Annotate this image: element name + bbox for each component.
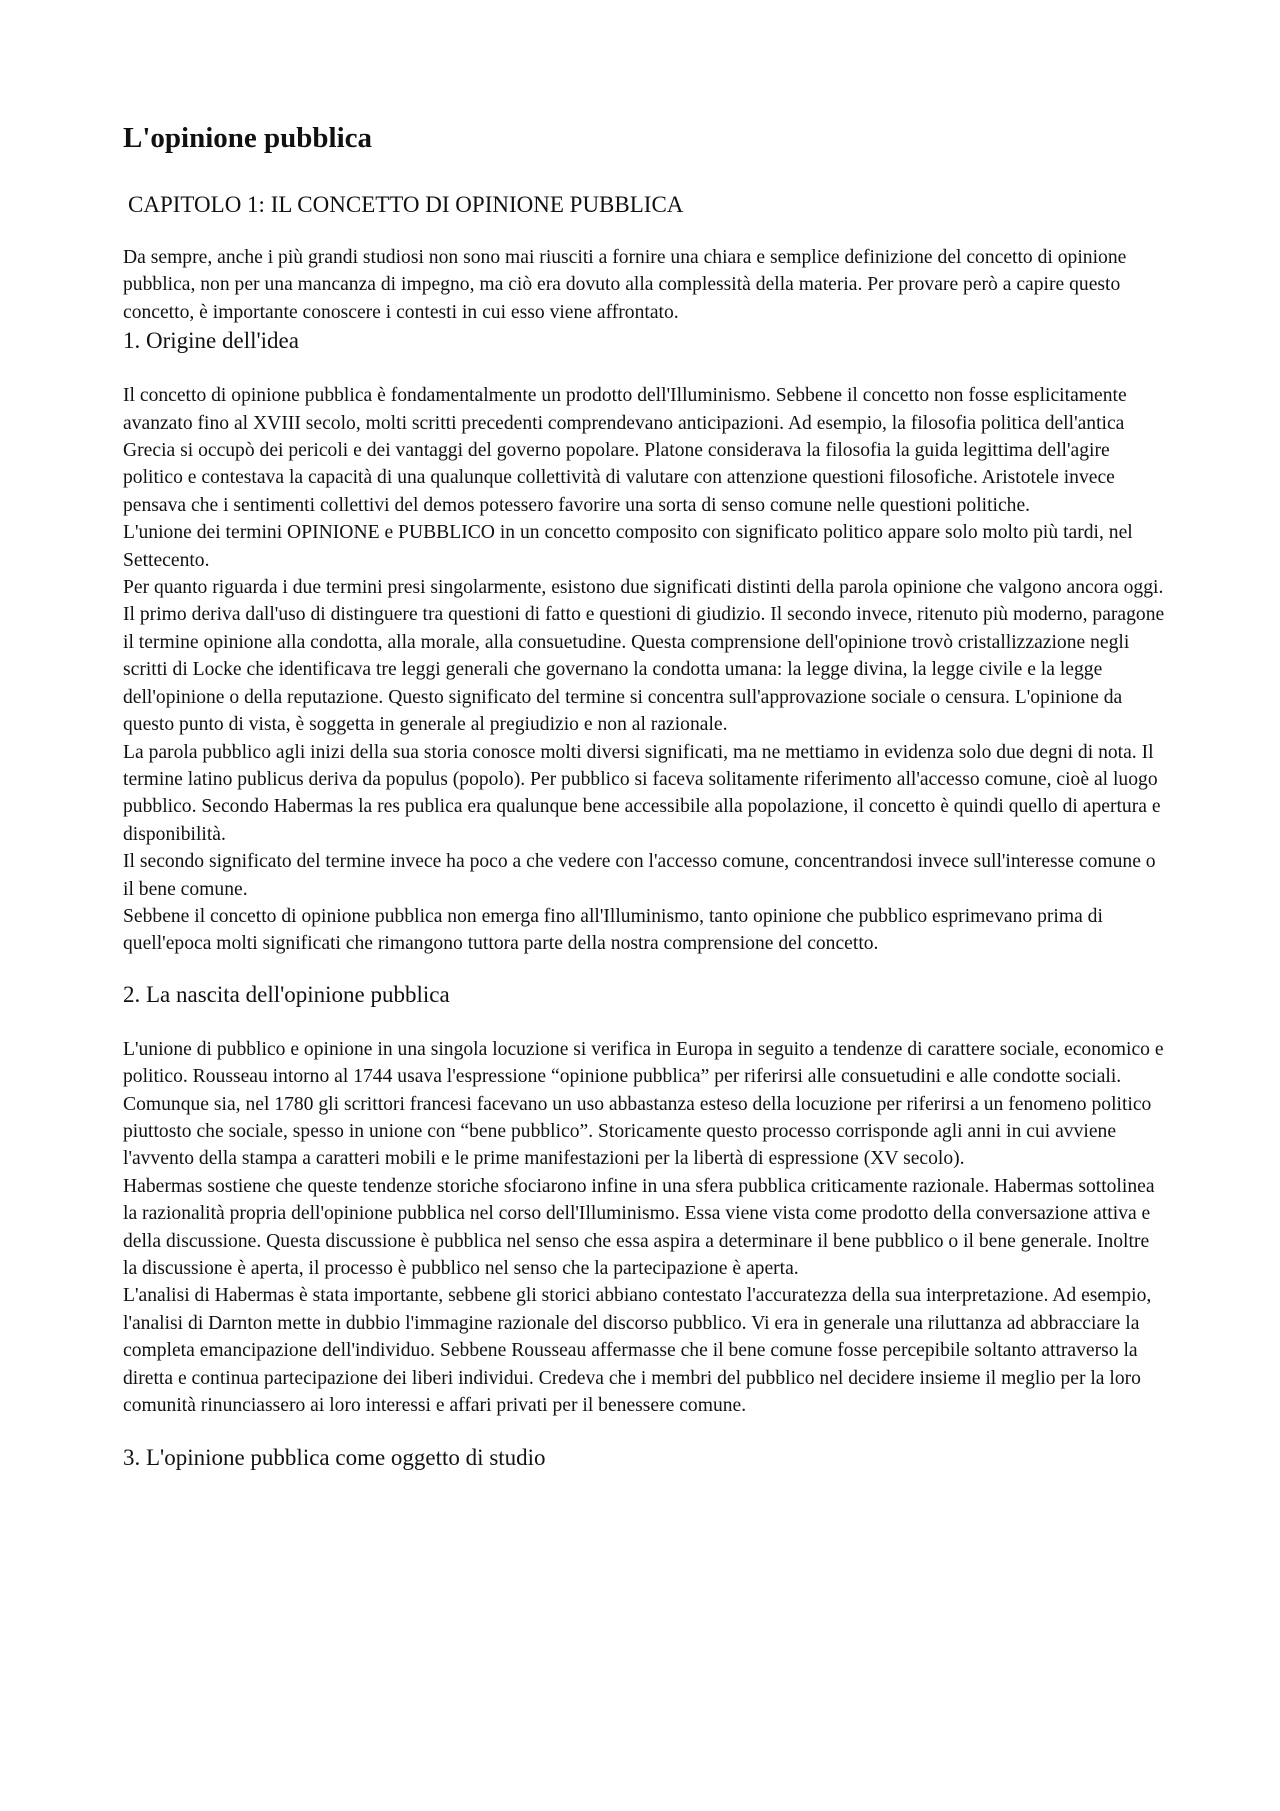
section-2-paragraph: Habermas sostiene che queste tendenze storiche sfociarono infine in una sfera pubblica criticamente razionale. Habermas sottolinea la razionalità propria dell'opinione pubblica nel corso dell'Illuminismo. Essa viene vista come prodotto della conversazione attiva e della discussione. Questa discussione è pubblica nel senso che essa aspira a determinare il bene pubblico o il bene generale. Inoltre la discussione è aperta, il processo è pubblico nel senso che la partecipazione è aperta.: [123, 1175, 1155, 1279]
intro-paragraph: Da sempre, anche i più grandi studiosi non sono mai riusciti a fornire una chiara e semplice definizione del concetto di opinione pubblica, non per una mancanza di impegno, ma ciò era dovuto alla complessità della materia. Per provare però a capire questo concetto, è importante conoscere i contesti in cui esso viene affrontato.: [123, 247, 1127, 323]
section-3-title: 3. L'opinione pubblica come oggetto di studio: [123, 1445, 546, 1471]
section-1-paragraph: Il secondo significato del termine invece ha poco a che vedere con l'accesso comune, concentrandosi invece sull'interesse comune o il bene comune.: [123, 851, 1156, 900]
section-2-paragraph: L'unione di pubblico e opinione in una singola locuzione si verifica in Europa in seguito a tendenze di carattere sociale, economico e politico. Rousseau intorno al 1744 usava l'espressione “opinione pubblica” per riferirsi alle consuetudini e alle condotte sociali. Comunque sia, nel 1780 gli scrittori francesi facevano un uso abbastanza esteso della locuzione per riferirsi a un fenomeno politico piuttosto che sociale, spesso in unione con “bene pubblico”. Storicamente questo processo corrisponde agli anni in cui avviene l'avvento della stampa a caratteri mobili e le prime manifestazioni per la libertà di espressione (XV secolo).: [123, 1038, 1164, 1170]
section-2-body: [123, 1036, 1168, 1420]
document-title: L'opinione pubblica: [123, 122, 373, 154]
chapter-title: CAPITOLO 1: IL CONCETTO DI OPINIONE PUBBLICA: [128, 192, 684, 217]
section-1-paragraph: Per quanto riguarda i due termini presi singolarmente, esistono due significati distinti della parola opinione che valgono ancora oggi. Il primo deriva dall'uso di distinguere tra questioni di fatto e questioni di giudizio. Il secondo invece, ritenuto più moderno, paragone il termine opinione alla condotta, alla morale, alla consuetudine. Questa comprensione dell'opinione trovò cristallizzazione negli scritti di Locke che identificava tre leggi generali che governano la condotta umana: la legge divina, la legge civile e la legge dell'opinione o della reputazione. Questo significato del termine si concentra sull'approvazione sociale o censura. L'opinione da questo punto di vista, è soggetta in generale al pregiudizio e non al razionale.: [123, 577, 1165, 736]
section-2-paragraph: L'analisi di Habermas è stata importante, sebbene gli storici abbiano contestato l'accuratezza della sua interpretazione. Ad esempio, l'analisi di Darnton mette in dubbio l'immagine razionale del discorso pubblico. Vi era in generale una riluttanza ad abbracciare la completa emancipazione dell'individuo. Sebbene Rousseau affermasse che il bene comune fosse percepibile soltanto attraverso la diretta e continua partecipazione dei liberi individui. Credeva che i membri del pubblico nel decidere insieme il meglio per la loro comunità rinunciassero ai loro interessi e affari privati per il benessere comune.: [123, 1285, 1152, 1417]
section-1-title: 1. Origine dell'idea: [123, 328, 299, 354]
section-1-paragraph: Il concetto di opinione pubblica è fondamentalmente un prodotto dell'Illuminismo. Sebbene il concetto non fosse esplicitamente avanzato fino al XVIII secolo, molti scritti precedenti comprendevano anticipazioni. Ad esempio, la filosofia politica dell'antica Grecia si occupò dei pericoli e dei vantaggi del governo popolare. Platone considerava la filosofia la guida legittima dell'agire politico e contestava la capacità di una qualunque collettività di valutare con attenzione questioni filosofiche. Aristotele invece pensava che i sentimenti collettivi del demos potessero favorire una sorta di senso comune nelle questioni politiche.: [123, 385, 1127, 516]
section-1-paragraph: L'unione dei termini OPINIONE e PUBBLICO in un concetto composito con significato politico appare solo molto più tardi, nel Settecento.: [123, 522, 1133, 571]
document-page: [123, 120, 1168, 1473]
section-1-paragraph: La parola pubblico agli inizi della sua storia conosce molti diversi significati, ma ne mettiamo in evidenza solo due degni di nota. Il termine latino publicus deriva da populus (popolo). Per pubblico si faceva solitamente riferimento all'accesso comune, cioè al luogo pubblico. Secondo Habermas la res publica era qualunque bene accessibile alla popolazione, il concetto è quindi quello di apertura e disponibilità.: [123, 741, 1161, 845]
section-1-body: [123, 382, 1168, 958]
section-2-title: 2. La nascita dell'opinione pubblica: [123, 981, 450, 1007]
section-1-paragraph: Sebbene il concetto di opinione pubblica non emerga fino all'Illuminismo, tanto opinione che pubblico esprimevano prima di quell'epoca molti significati che rimangono tuttora parte della nostra comprensione del concetto.: [123, 905, 1103, 955]
